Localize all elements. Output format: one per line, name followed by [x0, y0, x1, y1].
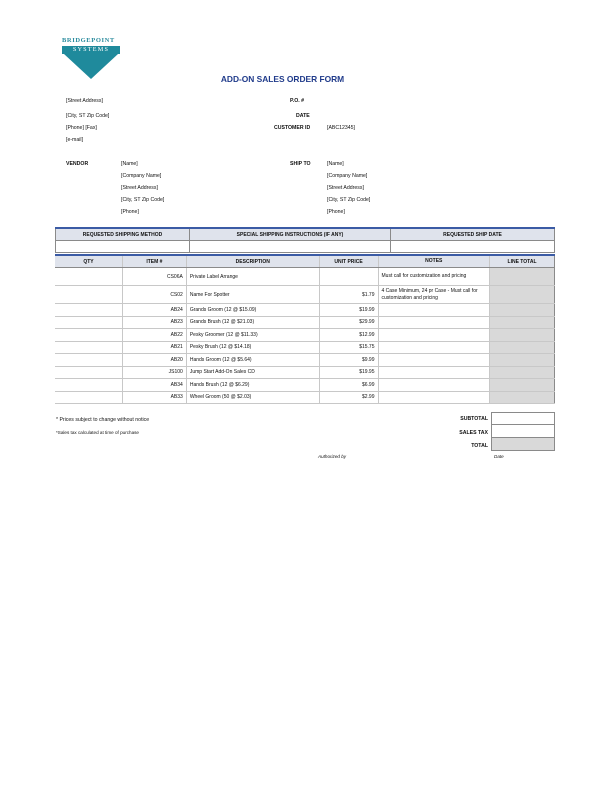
authorized-by-label: Authorized by	[318, 454, 347, 459]
description-cell: Pesky Groomer (12 @ $11.33)	[186, 329, 319, 342]
items-table	[55, 254, 555, 404]
description-cell: Name For Spotter	[186, 286, 319, 304]
qty-cell[interactable]	[55, 268, 122, 286]
table-row	[55, 304, 555, 317]
vendor-company: [Company Name]	[121, 173, 162, 179]
line-total-cell	[490, 316, 555, 329]
line-total-cell	[490, 286, 555, 304]
description-cell: Grands Groom (12 @ $15.09)	[186, 304, 319, 317]
line-total-cell	[490, 366, 555, 379]
customer-id-label: CUSTOMER ID	[274, 125, 311, 131]
company-email: [e-mail]	[66, 137, 84, 143]
sales-tax-note: *Sales tax calculated at time of purchase	[56, 430, 139, 435]
item-number-cell: AB22	[122, 329, 186, 342]
ship-to-street: [Street Address]	[327, 185, 364, 191]
item-number-cell: AB34	[122, 379, 186, 392]
notes-cell: Must call for customization and pricing	[378, 268, 490, 286]
unit-price-cell: $15.75	[319, 341, 378, 354]
notes-cell	[378, 391, 490, 404]
shipping-instructions-cell[interactable]	[190, 241, 391, 253]
qty-cell[interactable]	[55, 366, 122, 379]
total-value[interactable]	[491, 438, 555, 451]
subtotal-label: SUBTOTAL	[460, 416, 488, 422]
item-number-cell: AB21	[122, 341, 186, 354]
line-total-cell	[490, 304, 555, 317]
qty-header: QTY	[55, 255, 122, 268]
table-row	[55, 354, 555, 367]
ship-to-label: SHIP TO	[290, 161, 311, 167]
item-number-cell: AB24	[122, 304, 186, 317]
qty-cell[interactable]	[55, 304, 122, 317]
table-row	[55, 316, 555, 329]
sales-tax-label: SALES TAX	[459, 430, 488, 436]
table-row	[55, 391, 555, 404]
ship-to-phone: [Phone]	[327, 209, 345, 215]
signature-date-label: Date	[494, 454, 504, 459]
company-street: [Street Address]	[66, 98, 103, 104]
notes-cell	[378, 354, 490, 367]
notes-cell	[378, 329, 490, 342]
sales-tax-value[interactable]	[491, 425, 555, 438]
ship-date-header: REQUESTED SHIP DATE	[391, 228, 555, 241]
logo-wordmark: BRIDGEPOINT	[62, 37, 115, 44]
description-cell: Grands Brush (12 @ $21.03)	[186, 316, 319, 329]
table-row	[55, 329, 555, 342]
table-row	[55, 366, 555, 379]
notes-cell	[378, 341, 490, 354]
item-number-cell: AB20	[122, 354, 186, 367]
notes-cell: 4 Case Minimum, 24 pr Case - Must call for customization and pricing	[378, 286, 490, 304]
line-total-cell	[490, 329, 555, 342]
unit-price-cell: $9.99	[319, 354, 378, 367]
ship-date-cell[interactable]	[391, 241, 555, 253]
logo-triangle-icon	[62, 54, 120, 80]
ship-to-city: [City, ST Zip Code]	[327, 197, 371, 203]
notes-cell	[378, 316, 490, 329]
notes-cell	[378, 379, 490, 392]
unit-price-header: UNIT PRICE	[319, 255, 378, 268]
vendor-phone: [Phone]	[121, 209, 139, 215]
line-total-cell	[490, 391, 555, 404]
item-number-cell: CS02	[122, 286, 186, 304]
vendor-city: [City, ST Zip Code]	[121, 197, 165, 203]
description-cell: Wheel Groom (50 @ $2.03)	[186, 391, 319, 404]
table-row	[55, 286, 555, 304]
qty-cell[interactable]	[55, 391, 122, 404]
page-title: ADD-ON SALES ORDER FORM	[220, 74, 345, 84]
shipping-table	[55, 227, 555, 253]
unit-price-cell: $19.95	[319, 366, 378, 379]
customer-id-value[interactable]: [ABC12345]	[327, 125, 355, 131]
subtotal-value[interactable]	[491, 412, 555, 425]
item-number-header: ITEM #	[122, 255, 186, 268]
unit-price-cell	[319, 268, 378, 286]
unit-price-cell: $2.99	[319, 391, 378, 404]
items-header-row	[55, 255, 555, 268]
qty-cell[interactable]	[55, 379, 122, 392]
unit-price-cell: $29.99	[319, 316, 378, 329]
notes-cell	[378, 304, 490, 317]
line-total-cell	[490, 268, 555, 286]
item-number-cell: AB33	[122, 391, 186, 404]
vendor-name: [Name]	[121, 161, 138, 167]
qty-cell[interactable]	[55, 286, 122, 304]
shipping-method-cell[interactable]	[56, 241, 190, 253]
total-label: TOTAL	[471, 443, 488, 449]
description-cell: Hands Groom (12 @ $5.64)	[186, 354, 319, 367]
po-label: P.O. #	[290, 98, 305, 104]
ship-to-company: [Company Name]	[327, 173, 368, 179]
company-phone: [Phone] [Fax]	[66, 125, 97, 131]
ship-to-name: [Name]	[327, 161, 344, 167]
unit-price-cell: $19.99	[319, 304, 378, 317]
description-cell: Jump Start Add-On Sales CD	[186, 366, 319, 379]
table-row	[55, 268, 555, 286]
item-number-cell: AB23	[122, 316, 186, 329]
item-number-cell: JS100	[122, 366, 186, 379]
company-city: [City, ST Zip Code]	[66, 113, 110, 119]
item-number-cell: CS06A	[122, 268, 186, 286]
unit-price-cell: $6.99	[319, 379, 378, 392]
line-total-header: LINE TOTAL	[490, 255, 555, 268]
logo-subtitle: SYSTEMS	[72, 46, 110, 53]
unit-price-cell: $12.99	[319, 329, 378, 342]
qty-cell[interactable]	[55, 316, 122, 329]
line-total-cell	[490, 341, 555, 354]
unit-price-cell: $1.79	[319, 286, 378, 304]
table-row	[55, 341, 555, 354]
notes-cell	[378, 366, 490, 379]
description-cell: Pesky Brush (12 @ $14.18)	[186, 341, 319, 354]
qty-cell[interactable]	[55, 354, 122, 367]
description-cell: Private Label Arrange	[186, 268, 319, 286]
price-change-note: * Prices subject to change without notice	[56, 417, 150, 423]
line-total-cell	[490, 379, 555, 392]
vendor-street: [Street Address]	[121, 185, 158, 191]
line-total-cell	[490, 354, 555, 367]
description-header: DESCRIPTION	[186, 255, 319, 268]
qty-cell[interactable]	[55, 341, 122, 354]
shipping-method-header: REQUESTED SHIPPING METHOD	[56, 228, 190, 241]
vendor-label: VENDOR	[66, 161, 89, 167]
shipping-instructions-header: SPECIAL SHIPPING INSTRUCTIONS (IF ANY)	[190, 228, 391, 241]
qty-cell[interactable]	[55, 329, 122, 342]
table-row	[55, 379, 555, 392]
description-cell: Hands Brush (12 @ $6.29)	[186, 379, 319, 392]
notes-header: NOTES	[378, 255, 490, 268]
date-label: DATE	[296, 113, 310, 119]
